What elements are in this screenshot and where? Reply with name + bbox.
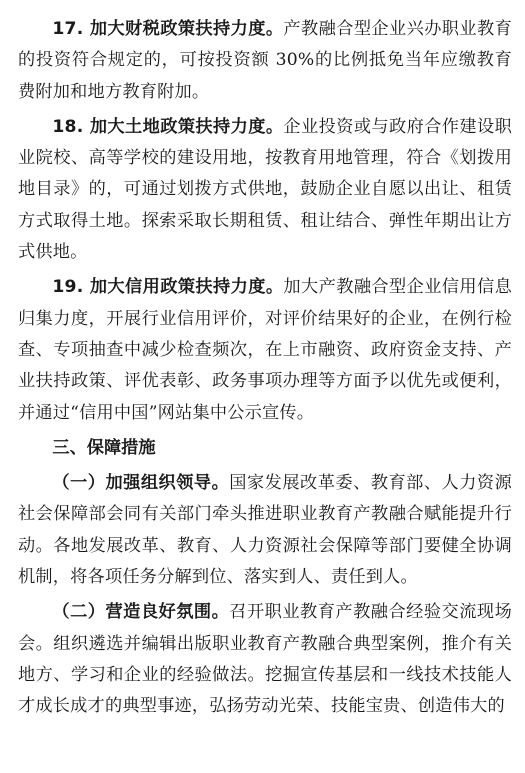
- measure-body: 国家发展改革委、教育部、人力资源社会保障部会同有关部门牵头推进职业教育产教融合赋能提升行动。各地发展改革、教育、人力资源社会保障等部门要健全协调机制，将各项任务分解到位、落实到人、责任到人。: [18, 473, 512, 588]
- document-page: [18, 14, 512, 727]
- paragraph-lead: 19. 加大信用政策扶持力度。: [52, 277, 284, 298]
- measure-1: [18, 468, 512, 593]
- paragraph-17: [18, 14, 512, 108]
- paragraph-lead: 18. 加大土地政策扶持力度。: [52, 116, 284, 137]
- paragraph-body: 加大产教融合型企业信用信息归集力度，开展行业信用评价，对评价结果好的企业，在例行检查、专项抽查中减少检查频次，在上市融资、政府资金支持、产业扶持政策、评优表彰、政务事项办理等方面予以优先或便利，并通过“信用中国”网站集中公示宣传。: [18, 277, 512, 423]
- measure-2: [18, 597, 512, 722]
- paragraph-lead: 17. 加大财税政策扶持力度。: [52, 19, 284, 39]
- paragraph-body: 产教融合型企业兴办职业教育的投资符合规定的，可按投资额 30%的比例抵免当年应缴教育费附加和地方教育附加。: [18, 19, 512, 102]
- measure-lead: （二）营造良好氛围。: [52, 602, 230, 623]
- paragraph-18: [18, 112, 512, 268]
- measure-body: 召开职业教育产教融合经验交流现场会。组织遴选并编辑出版职业教育产教融合典型案例，推介有关地方、学习和企业的经验做法。挖掘宣传基层和一线技术技能人才成长成才的典型事迹，弘扬劳动光荣、技能宝贵、创造伟大的: [18, 602, 512, 717]
- paragraph-19: [18, 272, 512, 428]
- measure-lead: （一）加强组织领导。: [52, 473, 230, 494]
- section-heading: 三、保障措施: [52, 437, 156, 458]
- paragraph-body: 企业投资或与政府合作建设职业院校、高等学校的建设用地，按教育用地管理，符合《划拨用地目录》的，可通过划拨方式供地，鼓励企业自愿以出让、租赁方式取得土地。探索采取长期租赁、租让结合、弹性年期出让方式供地。: [18, 116, 512, 263]
